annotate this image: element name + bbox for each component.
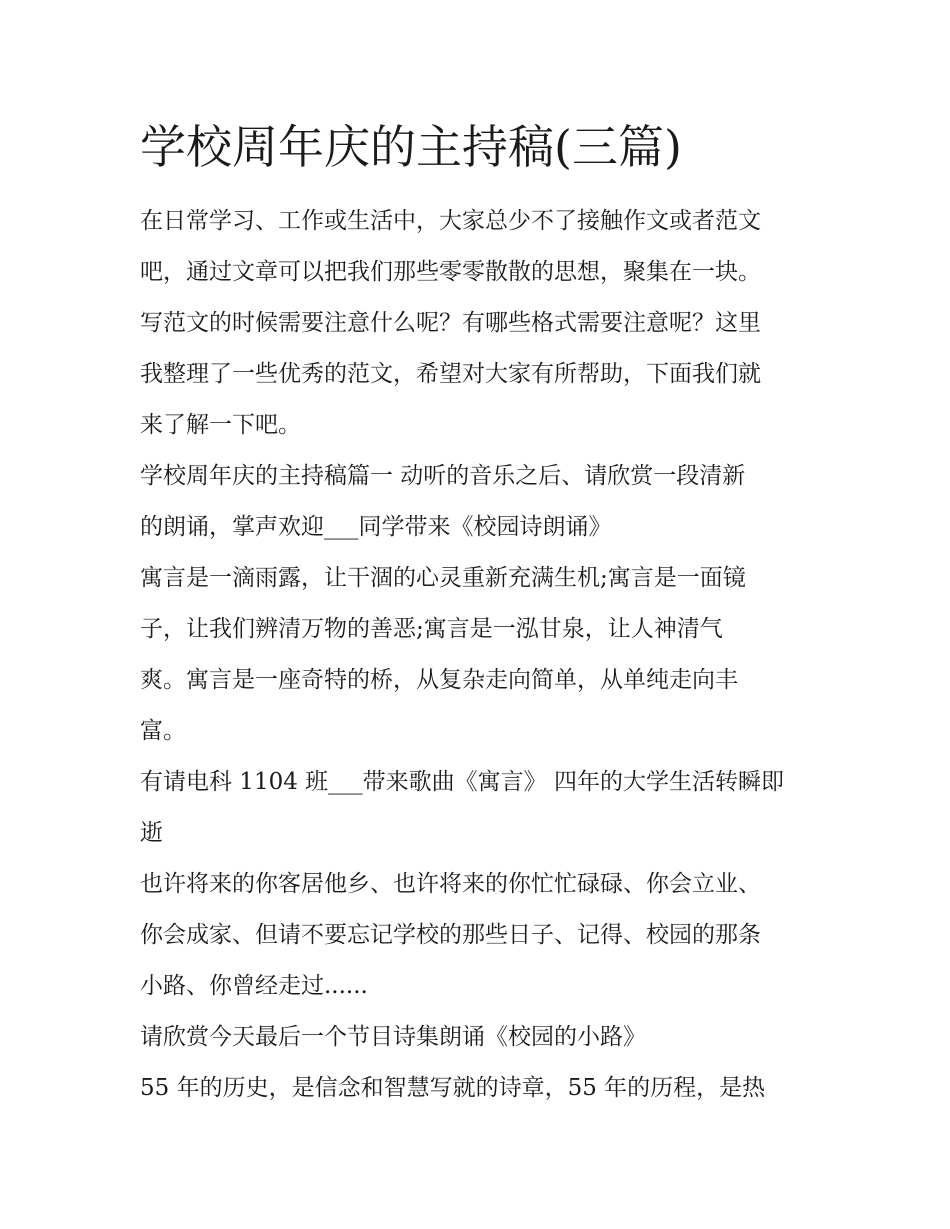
body-line: 小路、你曾经走过...... <box>140 973 368 999</box>
body-line: 爽。寓言是一座奇特的桥，从复杂走向简单，从单纯走向丰 <box>140 667 738 693</box>
document-body <box>140 196 820 1114</box>
body-line: 富。 <box>140 718 186 744</box>
body-line: 我整理了一些优秀的范文，希望对大家有所帮助，下面我们就 <box>140 361 761 387</box>
body-line: 子，让我们辨清万物的善恶;寓言是一泓甘泉，让人神清气 <box>140 616 723 642</box>
body-line: 的朗诵，掌声欢迎___同学带来《校园诗朗诵》 <box>140 514 612 540</box>
body-line: 来了解一下吧。 <box>140 412 301 438</box>
document-title: 学校周年庆的主持稿(三篇) <box>140 120 682 174</box>
body-line: 学校周年庆的主持稿篇一 动听的音乐之后、请欣赏一段清新 <box>140 463 746 489</box>
body-line: 55 年的历史，是信念和智慧写就的诗章，55 年的历程，是热 <box>140 1075 766 1101</box>
body-line: 你会成家、但请不要忘记学校的那些日子、记得、校园的那条 <box>140 922 761 948</box>
body-line: 逝 <box>140 820 163 846</box>
body-line: 在日常学习、工作或生活中，大家总少不了接触作文或者范文 <box>140 208 761 234</box>
body-line: 也许将来的你客居他乡、也许将来的你忙忙碌碌、你会立业、 <box>140 871 761 897</box>
body-line: 写范文的时候需要注意什么呢？有哪些格式需要注意呢？这里 <box>140 310 761 336</box>
body-line: 寓言是一滴雨露，让干涸的心灵重新充满生机;寓言是一面镜 <box>140 565 746 591</box>
body-line: 请欣赏今天最后一个节目诗集朗诵《校园的小路》 <box>140 1024 646 1050</box>
body-line: 有请电科 1104 班___带来歌曲《寓言》 四年的大学生活转瞬即 <box>140 769 784 795</box>
body-line: 吧，通过文章可以把我们那些零零散散的思想，聚集在一块。 <box>140 259 761 285</box>
